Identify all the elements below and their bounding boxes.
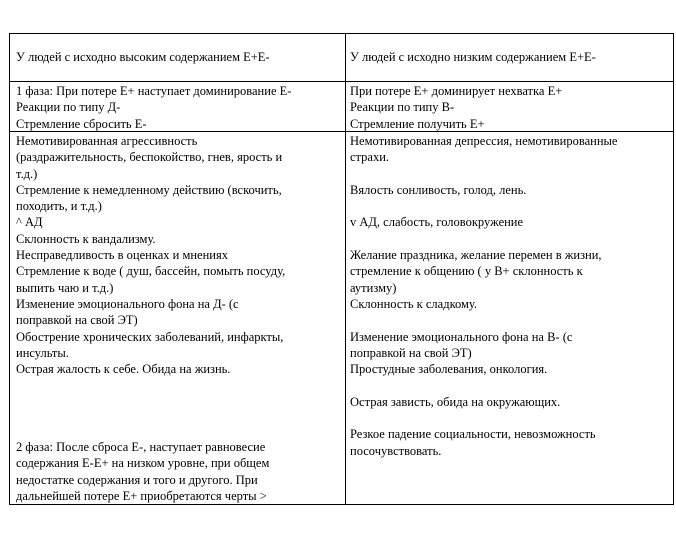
- symptom-line: ^ АД: [16, 215, 43, 230]
- symptom-line: Желание праздника, желание перемен в жизни,: [350, 248, 602, 263]
- header-left-text: У людей с исходно высоким содержанием Е+Е-: [16, 50, 270, 64]
- symptom-line: поправкой на свой ЭТ): [350, 345, 472, 360]
- symptom-line: инсульты.: [16, 345, 69, 360]
- symptom-line: Склонность к вандализму.: [16, 231, 156, 246]
- phase1-left-line: Стремление сбросить Е-: [16, 116, 147, 131]
- symptom-line: v АД, слабость, головокружение: [350, 215, 524, 230]
- symptom-line: походить, и т.д.): [16, 199, 102, 214]
- symptom-line: аутизму): [350, 280, 397, 295]
- phase1-right-line: Стремление получить Е+: [350, 116, 485, 131]
- header-right-cell: [350, 49, 596, 65]
- symptom-line: Острая зависть, обида на окружающих.: [350, 394, 561, 409]
- symptoms-right-cell: [350, 133, 617, 459]
- symptom-line: выпить чаю и т.д.): [16, 280, 114, 295]
- phase2-left-cell: [16, 439, 269, 504]
- phase2-line: 2 фаза: После сброса Е-, наступает равновесие: [16, 440, 266, 454]
- blank-line: [350, 312, 617, 328]
- phase2-line: содержания Е-Е+ на низком уровне, при общем: [16, 456, 270, 471]
- symptom-line: Обострение хронических заболеваний, инфаркты,: [16, 329, 284, 344]
- comparison-table: [9, 33, 674, 505]
- blank-line: [350, 410, 617, 426]
- symptom-line: Острая жалость к себе. Обида на жизнь.: [16, 362, 231, 377]
- header-left-cell: [16, 49, 270, 65]
- phase1-left-line: 1 фаза: При потере Е+ наступает доминирование Е-: [16, 84, 292, 98]
- header-row-divider: [10, 81, 673, 82]
- phase1-left-cell: [16, 83, 291, 132]
- symptom-line: Склонность к сладкому.: [350, 296, 478, 311]
- symptom-line: Стремление к немедленному действию (вскочить,: [16, 182, 282, 197]
- symptom-line: Изменение эмоционального фона на В- (с: [350, 329, 573, 344]
- column-divider: [345, 34, 346, 504]
- phase2-line: дальнейшей потере Е+ приобретаются черты >: [16, 488, 267, 503]
- symptom-line: Немотивированная агрессивность: [16, 134, 198, 148]
- blank-line: [350, 231, 617, 247]
- symptom-line: Немотивированная депрессия, немотивированные: [350, 134, 618, 148]
- symptom-line: посочувствовать.: [350, 443, 442, 458]
- blank-line: [350, 198, 617, 214]
- symptom-line: Стремление к воде ( душ, бассейн, помыть посуду,: [16, 264, 286, 279]
- symptom-line: страхи.: [350, 150, 390, 165]
- symptom-line: т.д.): [16, 166, 38, 181]
- header-right-text: У людей с исходно низким содержанием Е+Е-: [350, 50, 596, 64]
- symptom-line: Резкое падение социальности, невозможность: [350, 427, 596, 442]
- phase1-right-line: При потере Е+ доминирует нехватка Е+: [350, 84, 563, 98]
- symptom-line: Несправедливость в оценках и мнениях: [16, 248, 228, 263]
- symptom-line: Изменение эмоционального фона на Д- (с: [16, 296, 239, 311]
- symptom-line: стремление к общению ( у В+ склонность к: [350, 264, 583, 279]
- phase1-right-line: Реакции по типу В-: [350, 100, 455, 115]
- phase2-line: недостатке содержания и того и другого. При: [16, 472, 258, 487]
- blank-line: [350, 377, 617, 393]
- phase1-left-line: Реакции по типу Д-: [16, 100, 121, 115]
- phase1-right-cell: [350, 83, 562, 132]
- blank-line: [350, 166, 617, 182]
- symptom-line: поправкой на свой ЭТ): [16, 313, 138, 328]
- symptom-line: Вялость сонливость, голод, лень.: [350, 182, 527, 197]
- symptom-line: (раздражительность, беспокойство, гнев, ярость и: [16, 150, 283, 165]
- symptoms-left-cell: [16, 133, 285, 377]
- symptom-line: Простудные заболевания, онкология.: [350, 362, 548, 377]
